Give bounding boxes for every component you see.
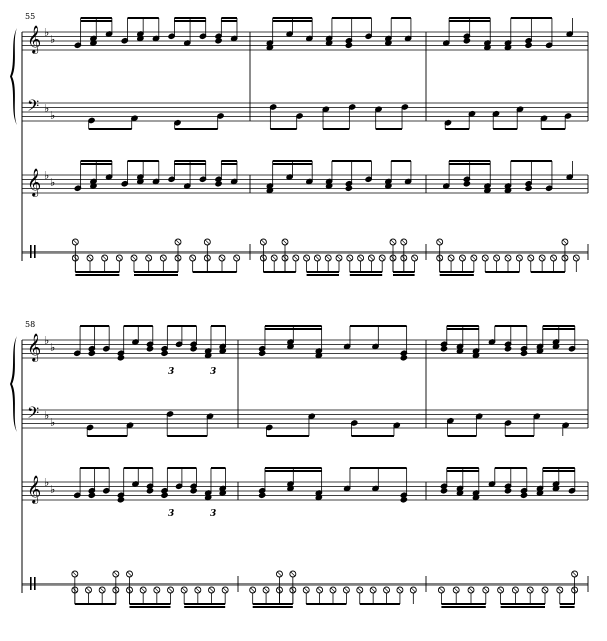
bass-clef-icon: 𝄢 <box>27 97 40 119</box>
flat-icon: ♭ <box>44 102 50 115</box>
flat-icon: ♭ <box>50 416 56 429</box>
brace-icon <box>10 336 17 432</box>
flat-icon: ♭ <box>44 476 50 489</box>
tuplet-number: 3 <box>210 509 217 519</box>
tuplet-number: 3 <box>168 367 175 377</box>
percussion-clef-icon <box>30 245 32 258</box>
treble-clef-icon: 𝄞 <box>27 333 42 361</box>
flat-icon: ♭ <box>44 334 50 347</box>
measure-number-55: 55 <box>25 12 36 21</box>
flat-icon: ♭ <box>50 341 56 354</box>
flat-icon: ♭ <box>50 109 56 122</box>
percussion-clef-icon <box>30 577 32 590</box>
flat-icon: ♭ <box>44 169 50 182</box>
flat-icon: ♭ <box>50 176 56 189</box>
percussion-clef-icon <box>34 245 36 258</box>
system-1 <box>10 18 588 275</box>
bass-clef-icon: 𝄢 <box>27 404 40 426</box>
brace-icon <box>10 28 17 125</box>
tuplet-number: 3 <box>210 367 217 377</box>
flat-icon: ♭ <box>44 26 50 39</box>
flat-icon: ♭ <box>44 409 50 422</box>
tuplet-number: 3 <box>168 509 175 519</box>
percussion-clef-icon <box>34 577 36 590</box>
flat-icon: ♭ <box>50 483 56 496</box>
measure-number-58: 58 <box>25 320 36 329</box>
treble-clef-icon: 𝄞 <box>27 168 42 196</box>
treble-clef-icon: 𝄞 <box>27 475 42 503</box>
system-2 <box>10 326 588 607</box>
treble-clef-icon: 𝄞 <box>27 25 42 53</box>
flat-icon: ♭ <box>50 33 56 46</box>
